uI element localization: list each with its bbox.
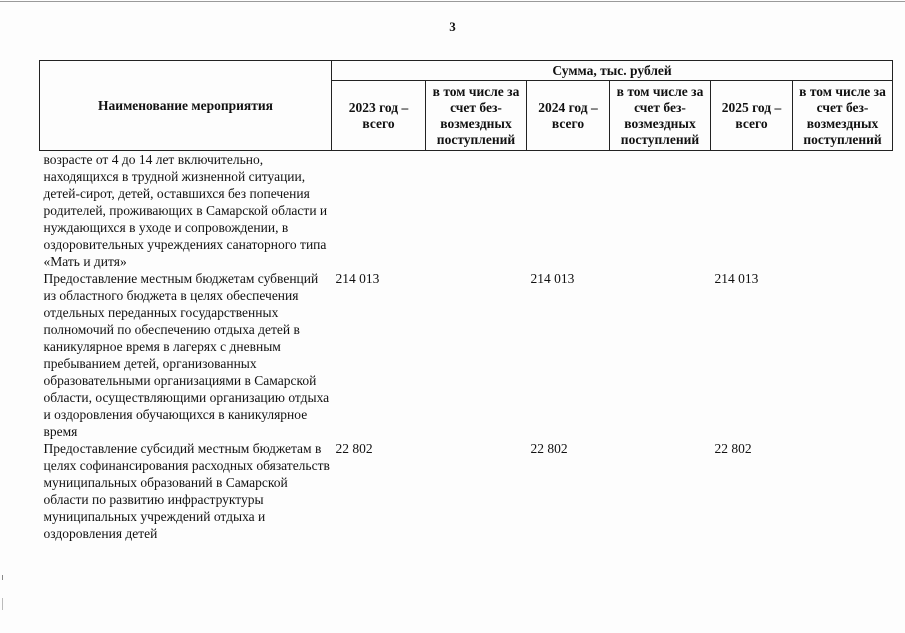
table-row [40, 270, 893, 440]
row-2024-total [527, 151, 610, 271]
row-2024-free [610, 440, 711, 542]
header-2023-free: в том числе за счет без-возмездных поступлений [426, 81, 527, 151]
row-2025-total: 22 802 [714, 441, 752, 456]
row-2024-free [610, 151, 711, 271]
header-2023-total: 2023 год – всего [332, 81, 426, 151]
row-2023-free [426, 270, 527, 440]
header-2025-total: 2025 год – всего [711, 81, 793, 151]
row-2024-total: 22 802 [530, 441, 568, 456]
row-2025-free [793, 270, 893, 440]
row-2024-total: 214 013 [530, 271, 575, 286]
scan-edge-mark [2, 598, 3, 610]
row-2023-free [426, 151, 527, 271]
header-2024-total: 2024 год – всего [527, 81, 610, 151]
top-edge-line [0, 1, 905, 2]
header-2025-free: в том числе за счет без-возмездных поступлений [793, 81, 893, 151]
scan-edge-mark [2, 575, 3, 580]
row-2025-free [793, 151, 893, 271]
row-2025-total [711, 151, 793, 271]
row-2024-free [610, 270, 711, 440]
row-2025-free [793, 440, 893, 542]
row-name: Предоставление местным бюджетам субвенций из областного бюджета в целях обеспечения отдельных переданных государственных полномочий по обеспечению отдыха детей в каникулярное время в лагерях с дневным пребыванием детей, организованных образовательными организациями в Самарской области, осуществляющими организацию отдыха и оздоровления обучающихся в каникулярное время [43, 271, 330, 439]
budget-table [39, 60, 893, 542]
header-sum-group: Сумма, тыс. рублей [332, 61, 893, 81]
row-name: Предоставление субсидий местным бюджетам в целях софинансирования расходных обязательств муниципальных образований в Самарской области по развитию инфраструктуры муниципальных учреждений отдыха и оздоровления детей [43, 441, 330, 541]
row-2025-total: 214 013 [714, 271, 759, 286]
table-row [40, 440, 893, 542]
header-name-column: Наименование мероприятия [40, 61, 332, 151]
row-2023-total: 22 802 [335, 441, 373, 456]
page-number: 3 [449, 19, 456, 34]
row-2023-total: 214 013 [335, 271, 380, 286]
row-name: возрасте от 4 до 14 лет включительно, находящихся в трудной жизненной ситуации, детей-сирот, детей, оставшихся без попечения родителей, проживающих в Самарской области и нуждающихся в уходе и сопровождении, в оздоровительных учреждениях санаторного типа «Мать и дитя» [43, 152, 328, 269]
row-2023-total [332, 151, 426, 271]
table-row [40, 151, 893, 271]
header-2024-free: в том числе за счет без-возмездных поступлений [610, 81, 711, 151]
row-2023-free [426, 440, 527, 542]
